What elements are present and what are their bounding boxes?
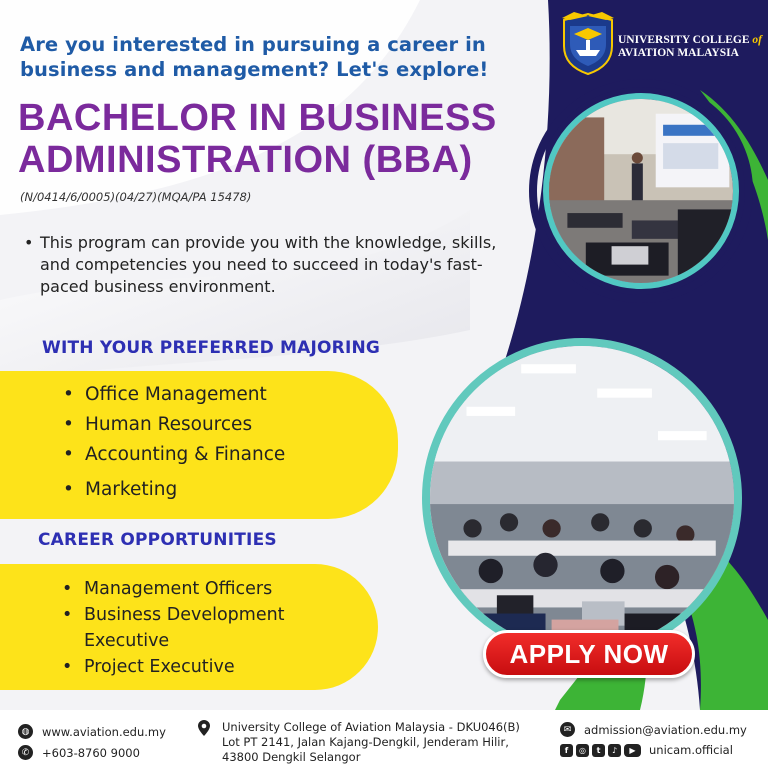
footer-phone-text: +603-8760 9000 bbox=[42, 745, 140, 760]
footer-phone[interactable] bbox=[18, 745, 140, 760]
program-description-text: This program can provide you with the knowledge, skills, and competencies you need to succeed in today's fast-paced business environment. bbox=[40, 233, 497, 296]
logo-line2: AVIATION MALAYSIA bbox=[618, 47, 739, 59]
list-item: • Human Resources bbox=[63, 410, 285, 440]
accreditation-code: (N/0414/6/0005)(04/27)(MQA/PA 15478) bbox=[20, 190, 252, 204]
logo-line1: UNIVERSITY COLLEGE bbox=[618, 34, 750, 46]
facebook-icon[interactable]: f bbox=[560, 744, 573, 757]
address-line1: University College of Aviation Malaysia - DKU046(B) bbox=[222, 720, 520, 734]
phone-icon: ✆ bbox=[18, 745, 33, 760]
majoring-section-title: WITH YOUR PREFERRED MAJORING bbox=[42, 338, 381, 358]
intro-question: Are you interested in pursuing a career in business and management? Let's explore! bbox=[20, 33, 489, 81]
list-item bbox=[62, 602, 312, 654]
footer-email[interactable] bbox=[560, 722, 747, 737]
footer-address-text bbox=[222, 720, 520, 765]
career-section-title: CAREER OPPORTUNITIES bbox=[38, 530, 277, 550]
logo-of: of bbox=[752, 34, 763, 46]
footer bbox=[0, 710, 768, 768]
address-line2: Lot PT 2141, Jalan Kajang-Dengkil, Jenderam Hilir, bbox=[222, 735, 509, 749]
program-description bbox=[24, 232, 520, 298]
instagram-icon[interactable]: ◎ bbox=[576, 744, 589, 757]
list-item: • Marketing bbox=[63, 475, 285, 505]
social-handle[interactable]: unicam.official bbox=[649, 743, 733, 757]
list-item: • Office Management bbox=[63, 380, 285, 410]
youtube-icon[interactable]: ▶ bbox=[624, 744, 641, 757]
tiktok-icon[interactable]: ♪ bbox=[608, 744, 621, 757]
footer-website-text: www.aviation.edu.my bbox=[42, 724, 166, 739]
email-icon: ✉ bbox=[560, 722, 575, 737]
social-icons-group bbox=[560, 744, 641, 757]
college-name-logo bbox=[618, 34, 762, 60]
footer-website[interactable] bbox=[18, 724, 166, 739]
program-title-line2: ADMINISTRATION (BBA) bbox=[18, 139, 473, 181]
list-item-text: Business Development Executive bbox=[84, 605, 285, 651]
footer-email-text: admission@aviation.edu.my bbox=[584, 722, 747, 737]
footer-social bbox=[560, 743, 733, 757]
majoring-list bbox=[63, 380, 285, 505]
program-title bbox=[18, 97, 558, 181]
career-list bbox=[62, 576, 312, 680]
list-item: • Project Executive bbox=[62, 654, 312, 680]
footer-address bbox=[198, 720, 520, 765]
computer-lab-students-photo bbox=[422, 338, 742, 658]
address-line3: 43800 Dengkil Selangor bbox=[222, 750, 361, 764]
bullet-dot: • bbox=[24, 233, 34, 252]
classroom-presentation-photo bbox=[543, 93, 739, 289]
list-item: • Accounting & Finance bbox=[63, 440, 285, 470]
list-item: • Management Officers bbox=[62, 576, 312, 602]
apply-now-button[interactable]: APPLY NOW bbox=[483, 630, 695, 678]
twitter-icon[interactable]: t bbox=[592, 744, 605, 757]
globe-icon: ◍ bbox=[18, 724, 33, 739]
program-title-line1: BACHELOR IN BUSINESS bbox=[18, 97, 497, 139]
college-crest-logo bbox=[560, 10, 616, 76]
location-pin-icon bbox=[198, 720, 210, 736]
